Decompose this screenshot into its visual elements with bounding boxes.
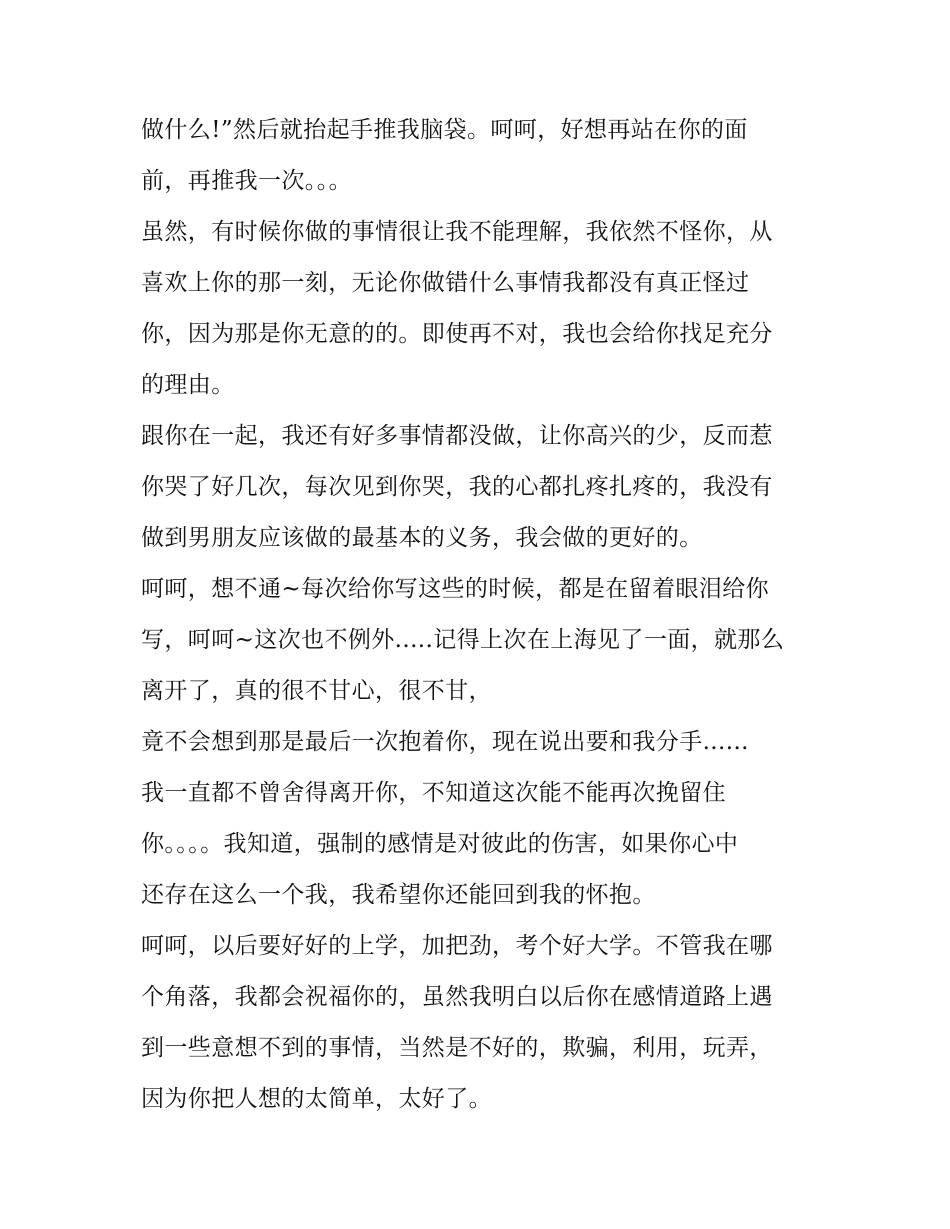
text-line: 虽然，有时候你做的事情很让我不能理解，我依然不怪你，从 [141, 219, 773, 245]
text-line: 做到男朋友应该做的最基本的义务，我会做的更好的。 [141, 525, 703, 551]
text-line: 因为你把人想的太简单，太好了。 [141, 1086, 492, 1112]
text-line: 你，因为那是你无意的的。即使再不对，我也会给你找足充分 [141, 321, 773, 347]
text-line: 呵呵，以后要好好的上学，加把劲，考个好大学。不管我在哪 [141, 933, 773, 959]
body-text [141, 105, 821, 1125]
text-line: 写，呵呵~这次也不例外.....记得上次在上海见了一面，就那么 [141, 627, 785, 653]
text-line: 离开了，真的很不甘心，很不甘， [141, 678, 492, 704]
text-line: 还存在这么一个我，我希望你还能回到我的怀抱。 [141, 882, 656, 908]
text-line: 喜欢上你的那一刻，无论你做错什么事情我都没有真正怪过 [141, 270, 750, 296]
text-line: 竟不会想到那是最后一次抱着你，现在说出要和我分手...... [141, 729, 749, 755]
text-line: 前，再推我一次。。。 [141, 168, 352, 194]
text-line: 你哭了好几次，每次见到你哭，我的心都扎疼扎疼的，我没有 [141, 474, 773, 500]
text-line: 我一直都不曾舍得离开你，不知道这次能不能再次挽留住 [141, 780, 726, 806]
text-line: 呵呵，想不通~每次给你写这些的时候，都是在留着眼泪给你 [141, 576, 770, 602]
text-line: 到一些意想不到的事情，当然是不好的，欺骗，利用，玩弄， [141, 1035, 773, 1061]
text-line: 的理由。 [141, 372, 235, 398]
text-line: 你。。。。我知道，强制的感情是对彼此的伤害，如果你心中 [141, 831, 739, 857]
text-line: 个角落，我都会祝福你的，虽然我明白以后你在感情道路上遇 [141, 984, 773, 1010]
text-line: 跟你在一起，我还有好多事情都没做，让你高兴的少，反而惹 [141, 423, 773, 449]
text-line: 做什么!”然后就抬起手推我脑袋。呵呵，好想再站在你的面 [141, 117, 748, 143]
